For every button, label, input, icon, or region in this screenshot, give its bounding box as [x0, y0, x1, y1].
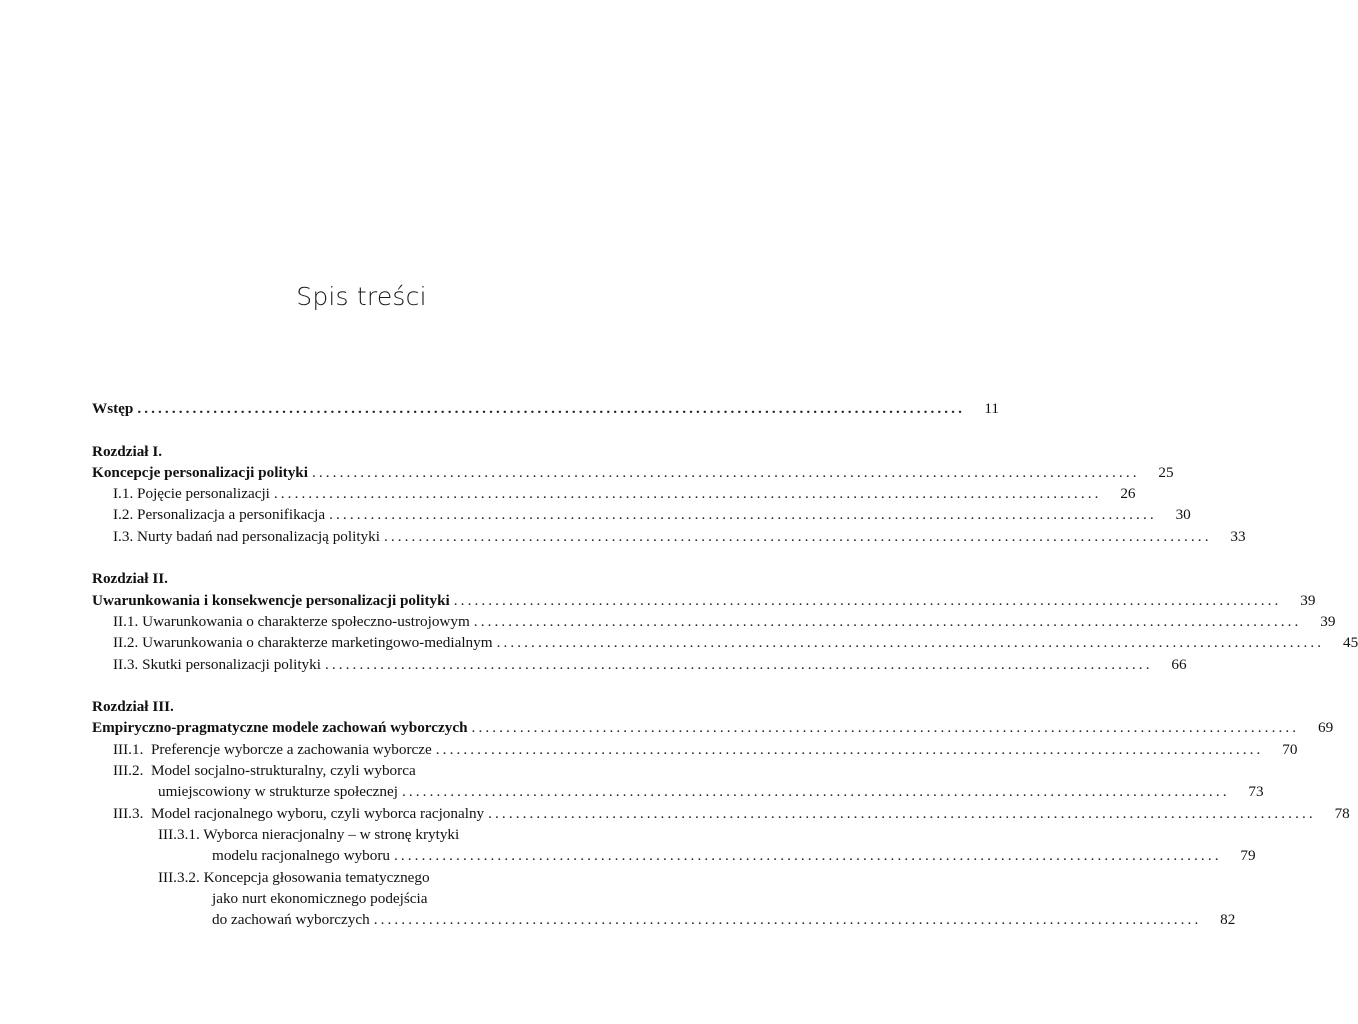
toc-entry[interactable]	[92, 504, 1191, 525]
dot-leader: ........................................................................................................................	[401, 783, 1230, 801]
section-number: I.3.	[113, 527, 134, 545]
section-number: III.3.2.	[158, 868, 200, 886]
page-number: 26	[1120, 485, 1136, 503]
toc-entry-label: Preferencje wyborcze a zachowania wyborcze	[150, 740, 432, 758]
page-number: 30	[1175, 506, 1191, 524]
chapter-heading-3: Rozdział III.	[92, 698, 174, 716]
dot-leader: ........................................................................................................................	[496, 634, 1325, 652]
dot-leader: ........................................................................................................................	[324, 655, 1153, 673]
page-number: 66	[1171, 655, 1187, 673]
toc-entry[interactable]	[92, 803, 1350, 824]
toc-entry-label: Pojęcie personalizacji	[137, 485, 270, 503]
toc-entry[interactable]	[92, 526, 1246, 547]
page-number: 70	[1282, 740, 1298, 758]
page-number: 39	[1320, 612, 1336, 630]
dot-leader: ........................................................................................................................	[311, 463, 1140, 481]
chapter-heading-2: Rozdział II.	[92, 570, 168, 588]
dot-leader: ........................................................................................................................	[329, 506, 1157, 524]
page-title: Spis treści	[296, 282, 427, 311]
toc-subentry-first-line[interactable]	[92, 867, 630, 888]
toc-subentry-continuation: jako nurt ekonomicznego podejścia	[212, 889, 428, 907]
toc-entry[interactable]	[92, 611, 1336, 632]
section-number: III.3.1.	[158, 825, 200, 843]
toc-subentry-continuation[interactable]	[92, 909, 1236, 930]
page-number: 69	[1317, 719, 1334, 737]
toc-entry[interactable]	[92, 632, 1358, 653]
toc-entry-label: Nurty badań nad personalizacją polityki	[137, 527, 380, 545]
toc-entry-label: Uwarunkowania o charakterze społeczno-ustrojowym	[142, 612, 470, 630]
toc-entry-label: Personalizacja a personifikacja	[137, 506, 326, 524]
section-number: II.2.	[113, 634, 139, 652]
toc-entry-label: Model racjonalnego wyboru, czyli wyborca racjonalny	[150, 804, 485, 822]
toc-entry-label: Empiryczno-pragmatyczne modele zachowań wyborczych	[92, 719, 468, 737]
dot-leader: ........................................................................................................................	[273, 485, 1102, 503]
section-number: III.1.	[113, 740, 144, 758]
toc-entry-continuation[interactable]	[92, 781, 1264, 802]
page-number: 82	[1220, 911, 1236, 929]
page-number: 25	[1158, 463, 1174, 481]
toc-entry-label: Koncepcje personalizacji polityki	[92, 463, 308, 481]
section-number: I.2.	[113, 506, 134, 524]
page-number: 73	[1248, 783, 1264, 801]
page-number: 45	[1343, 634, 1358, 652]
page-number: 78	[1334, 804, 1350, 822]
toc-entry[interactable]	[92, 483, 1136, 504]
page-number: 39	[1300, 591, 1316, 609]
section-number: I.1.	[113, 485, 134, 503]
toc-entry-label: Koncepcja głosowania tematycznego	[203, 868, 430, 886]
toc-entry-label: Wstęp	[92, 400, 134, 417]
section-number: III.2.	[113, 762, 144, 780]
toc-entry-label: Model socjalno-strukturalny, czyli wyborca	[150, 762, 416, 780]
toc-entry[interactable]	[92, 654, 1187, 675]
toc-entry-first-line[interactable]	[92, 760, 630, 781]
toc-entry-chapter-3[interactable]	[92, 717, 1334, 738]
toc-subentry-continuation[interactable]	[92, 845, 1256, 866]
dot-leader: ........................................................................................................................	[473, 612, 1302, 630]
page-number: 33	[1230, 527, 1246, 545]
dot-leader: ........................................................................................................................	[435, 740, 1264, 758]
section-number: III.3.	[113, 804, 144, 822]
toc-entry-label: Uwarunkowania o charakterze marketingowo-medialnym	[142, 634, 493, 652]
toc-entry-label-cont: modelu racjonalnego wyboru	[212, 847, 390, 865]
dot-leader: ........................................................................................................................	[393, 847, 1222, 865]
page-number: 79	[1240, 847, 1256, 865]
toc-entry[interactable]	[92, 739, 1298, 760]
toc-entry-chapter-1[interactable]	[92, 462, 1174, 483]
table-of-contents	[92, 398, 1358, 930]
page-number: 11	[984, 400, 999, 417]
section-number: II.3.	[113, 655, 139, 673]
toc-entry-label-cont: umiejscowiony w strukturze społecznej	[158, 783, 398, 801]
dot-leader: ........................................................................................................................	[373, 911, 1202, 929]
dot-leader: ........................................................................................................................	[453, 591, 1282, 609]
toc-entry-chapter-2[interactable]	[92, 590, 1316, 611]
toc-entry-label: Wyborca nieracjonalny – w stronę krytyki	[203, 825, 460, 843]
toc-entry-label: Skutki personalizacji polityki	[142, 655, 321, 673]
dot-leader: ........................................................................................................................	[471, 719, 1300, 737]
toc-entry-label: Uwarunkowania i konsekwencje personalizacji polityki	[92, 591, 450, 609]
dot-leader: ........................................................................................................................	[488, 804, 1316, 822]
toc-subentry-first-line[interactable]	[92, 824, 630, 845]
section-number: II.1.	[113, 612, 139, 630]
chapter-heading-1: Rozdział I.	[92, 442, 163, 460]
toc-entry-label-cont: do zachowań wyborczych	[212, 911, 370, 929]
toc-entry-wstep[interactable]	[92, 398, 999, 419]
dot-leader: ........................................................................................................................	[137, 400, 965, 417]
dot-leader: ........................................................................................................................	[383, 527, 1212, 545]
